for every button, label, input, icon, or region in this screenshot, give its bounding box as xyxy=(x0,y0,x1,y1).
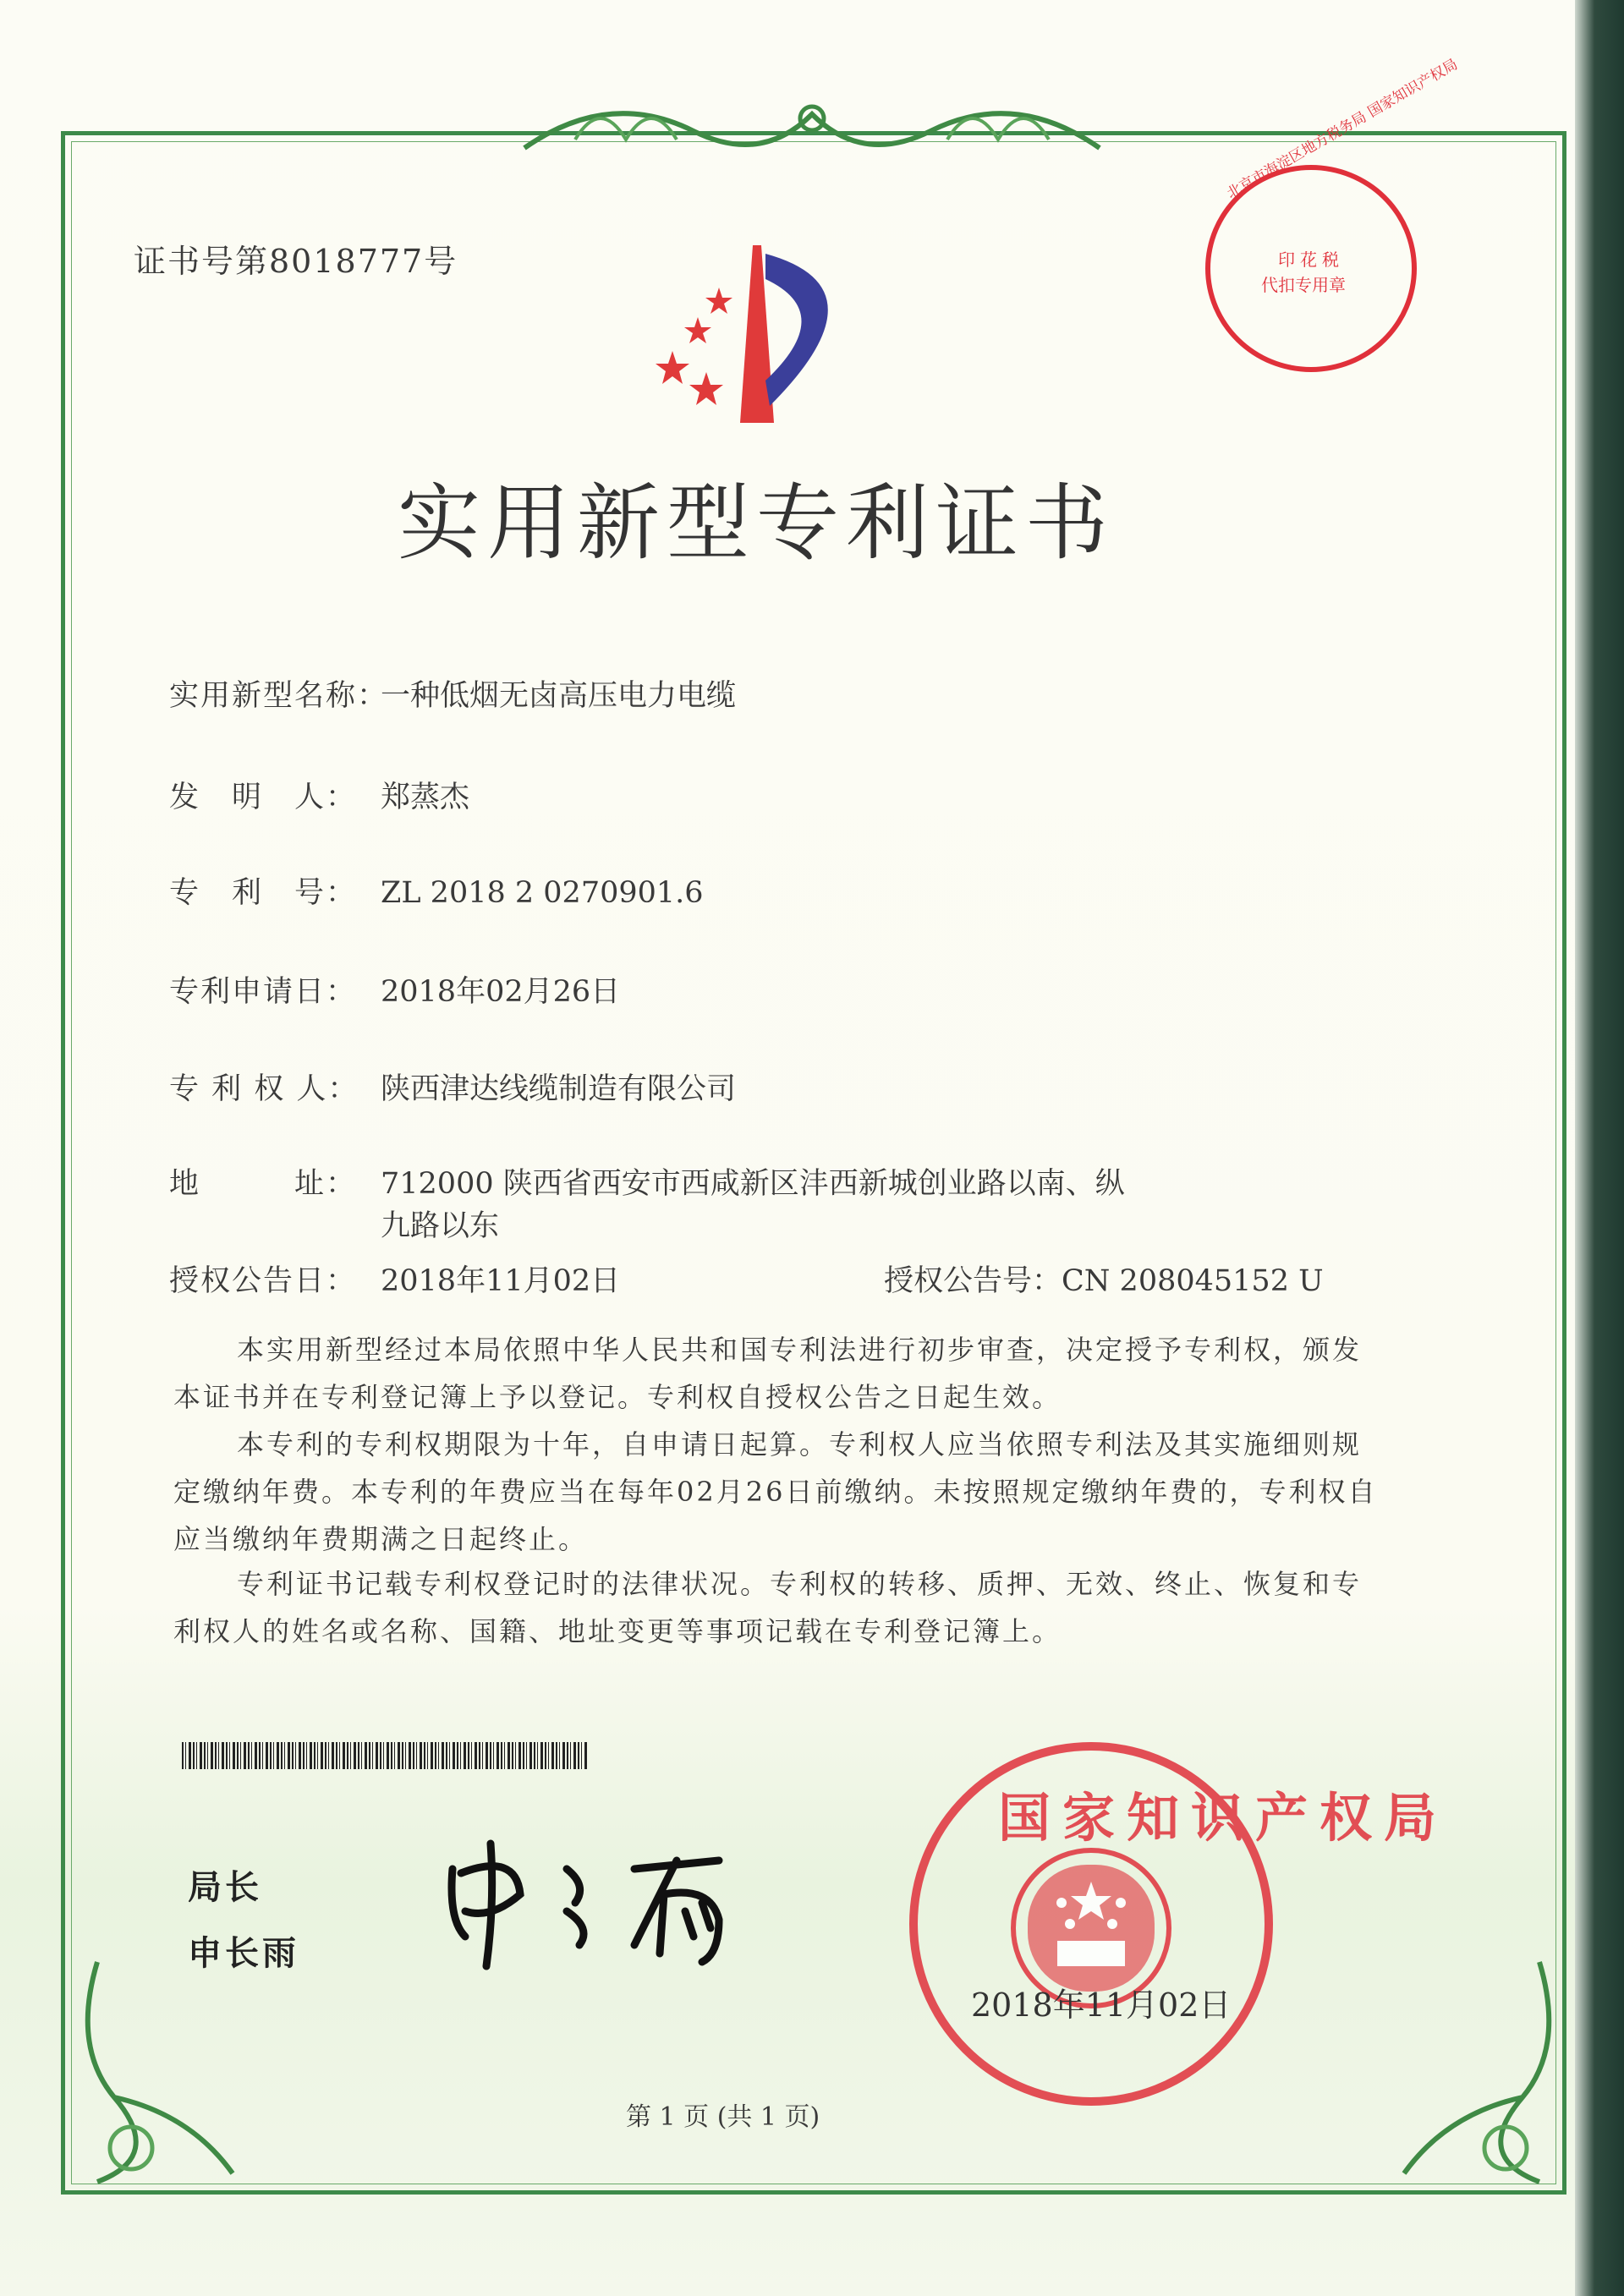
field-value: 一种低烟无卤高压电力电缆 xyxy=(381,679,737,713)
director-title: 局长 xyxy=(188,1868,262,1907)
field-grant-date xyxy=(169,1258,620,1300)
field-value: 712000 陕西省西安市西咸新区沣西新城创业路以南、纵 xyxy=(381,1167,1125,1201)
field-value: ZL 2018 2 0270901.6 xyxy=(381,876,704,910)
field-patentee xyxy=(169,1066,736,1108)
official-seal xyxy=(909,1742,1449,2106)
page-indicator: 第 1 页 (共 1 页) xyxy=(626,2102,820,2132)
field-value: 2018年11月02日 xyxy=(381,1264,621,1298)
barcode xyxy=(182,1742,588,1769)
corner-ornament-left-icon xyxy=(63,1945,258,2199)
paragraph-2: 本专利的专利权期限为十年，自申请日起算。专利权人应当依照专利法及其实施细则规定缴纳年费。本专利的年费应当在每年02月26日前缴纳。未按照规定缴纳年费的，专利权自应当缴纳年费期满之日起终止。 xyxy=(173,1428,1378,1555)
cnipa-logo-icon xyxy=(634,237,888,431)
top-ornament-icon xyxy=(508,80,1116,173)
field-label: 专利申请日： xyxy=(169,975,358,1009)
certificate-number: 证书号第8018777号 xyxy=(134,243,458,280)
field-value: 陕西津达线缆制造有限公司 xyxy=(381,1072,737,1106)
field-announcement-number xyxy=(884,1258,1324,1300)
field-label: 专 利 号： xyxy=(169,876,358,910)
field-label: 实用新型名称： xyxy=(169,679,389,713)
tax-stamp-ring-text: 北京市海淀区地方税务局 国家知识产权局 xyxy=(1224,56,1461,203)
corner-ornament-right-icon xyxy=(1370,1945,1573,2199)
field-inventor xyxy=(169,774,469,816)
field-application-date xyxy=(169,968,620,1011)
field-patent-number xyxy=(169,869,704,912)
field-label: 授权公告号： xyxy=(884,1264,1062,1298)
field-value: 2018年02月26日 xyxy=(381,975,621,1009)
paragraph-1: 本实用新型经过本局依照中华人民共和国专利法进行初步审查，决定授予专利权，颁发本证书并在专利登记簿上予以登记。专利权自授权公告之日起生效。 xyxy=(173,1334,1363,1413)
field-address-line2: 九路以东 xyxy=(381,1209,500,1243)
tax-stamp xyxy=(1205,56,1461,372)
field-value: CN 208045152 U xyxy=(1062,1264,1324,1298)
tax-stamp-center1: 印花税 xyxy=(1278,249,1344,270)
director-name: 申长雨 xyxy=(188,1934,299,1973)
field-label: 专 利 权 人： xyxy=(169,1072,359,1106)
seal-date: 2018年11月02日 xyxy=(971,1986,1232,2024)
certificate-title: 实用新型专利证书 xyxy=(398,475,1116,572)
seal-text: 国家知识产权局 xyxy=(998,1787,1449,1849)
scan-edge xyxy=(1575,0,1624,2296)
field-value: 郑蒸杰 xyxy=(381,781,470,814)
field-address xyxy=(169,1160,1125,1203)
field-label: 授权公告日： xyxy=(169,1264,358,1298)
paragraph-3: 专利证书记载专利权登记时的法律状况。专利权的转移、质押、无效、终止、恢复和专利权人的姓名或名称、国籍、地址变更等事项记载在专利登记簿上。 xyxy=(173,1568,1363,1647)
field-label: 发 明 人： xyxy=(169,781,358,814)
tax-stamp-center2: 代扣专用章 xyxy=(1261,275,1346,295)
field-label: 地 址： xyxy=(169,1167,358,1201)
director-signature-icon xyxy=(440,1835,795,1970)
field-utility-model-name xyxy=(169,672,736,715)
